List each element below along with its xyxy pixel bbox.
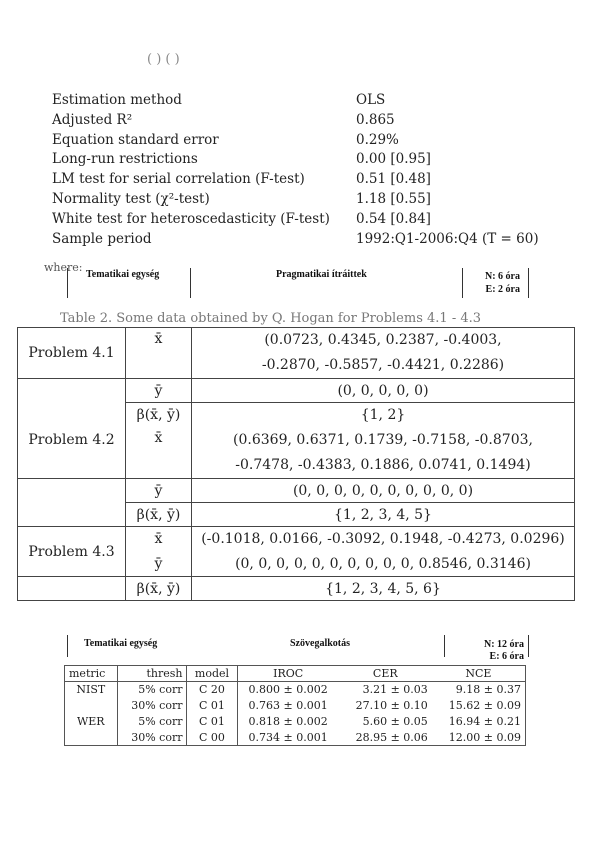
thresh-cell: 30% corr	[117, 698, 187, 714]
est-value: 1.18 [0.55]	[356, 191, 431, 207]
iroc-cell: 0.734 ± 0.001	[248, 730, 328, 744]
metric-cell	[65, 730, 118, 746]
est-value: 1992:Q1-2006:Q4 (T = 60)	[356, 231, 539, 247]
est-label: Normality test (χ²-test)	[52, 191, 210, 207]
nce-cell: 9.18 ± 0.37	[455, 683, 521, 697]
cer-cell: 5.60 ± 0.05	[362, 715, 428, 728]
header-box-right-bottom: E: 2 óra	[485, 284, 520, 295]
xbar-label: x̄	[126, 427, 192, 479]
top-fragment-text: ( ) ( )	[147, 52, 180, 67]
header-box-right-top: N: 6 óra	[485, 271, 520, 282]
table-row	[65, 698, 526, 714]
scores-table	[64, 665, 526, 746]
thresh-cell: 5% corr	[117, 682, 187, 698]
nce-cell: 16.94 ± 0.21	[448, 715, 521, 728]
header-box-middle: Pragmatikai ítráittek	[276, 269, 367, 280]
thresh-cell: 5% corr	[117, 714, 187, 730]
est-label: Estimation method	[52, 92, 182, 108]
caption-fragment-text: Table 2. Some data obtained by Q. Hogan for Problems 4.1 - 4.3	[60, 311, 482, 326]
where-label: where:	[44, 261, 83, 274]
est-label: White test for heteroscedasticity (F-test)	[52, 211, 330, 227]
nce-cell: 12.00 ± 0.09	[448, 730, 521, 744]
est-value: 0.865	[356, 112, 395, 128]
y-value: (0, 0, 0, 0, 0)	[192, 379, 575, 403]
cer-cell: 28.95 ± 0.06	[355, 730, 428, 744]
est-value: 0.54 [0.84]	[356, 211, 431, 227]
col-header-iroc: IROC	[273, 667, 304, 680]
header-box-left: Tematikai egység	[86, 269, 160, 280]
est-label: LM test for serial correlation (F-test)	[52, 171, 305, 187]
est-label: Equation standard error	[52, 132, 219, 148]
metric-cell	[65, 698, 118, 714]
header-box-left: Tematikai egység	[84, 638, 158, 649]
metric-cell: WER	[65, 714, 118, 730]
est-label: Sample period	[52, 231, 152, 247]
x-value-line2: -0.2870, -0.5857, -0.4421, 0.2286)	[192, 353, 575, 379]
header-box-right-top: N: 12 óra	[484, 639, 524, 650]
ybar-label: ȳ	[126, 552, 192, 577]
header-box-right-bottom: E: 6 óra	[489, 651, 524, 662]
problems-table	[17, 327, 575, 601]
beta-label: β(x̄, ȳ)	[126, 577, 192, 601]
est-value: 0.00 [0.95]	[356, 151, 431, 167]
cer-cell: 27.10 ± 0.10	[355, 699, 428, 712]
iroc-cell: 0.818 ± 0.002	[248, 715, 328, 728]
top-fragment	[52, 52, 532, 74]
model-cell: C 01	[187, 698, 237, 714]
problem-name: Problem 4.2	[18, 403, 126, 479]
x-value-line1: (0.0723, 0.4345, 0.2387, -0.4003,	[192, 328, 575, 353]
x-value-line1: (-0.1018, 0.0166, -0.3092, 0.1948, -0.4273, 0.0296)	[192, 527, 575, 552]
model-cell: C 01	[187, 714, 237, 730]
cer-cell: 3.21 ± 0.03	[362, 683, 428, 697]
table-row	[65, 714, 526, 730]
col-header-metric: metric	[65, 666, 118, 682]
problem-name: Problem 4.3	[18, 527, 126, 577]
ybar-label: ȳ	[126, 379, 192, 403]
caption-fragment	[60, 311, 540, 327]
x-value-line1: (0.6369, 0.6371, 0.1739, -0.7158, -0.8703,	[192, 427, 575, 453]
col-header-cer: CER	[372, 667, 398, 680]
beta-value: {1, 2, 3, 4, 5, 6}	[192, 577, 575, 601]
xbar-label: x̄	[126, 328, 192, 379]
header-box-top	[67, 268, 529, 298]
problem-name: Problem 4.1	[18, 328, 126, 379]
nce-cell: 15.62 ± 0.09	[448, 699, 521, 712]
x-value-line2: -0.7478, -0.4383, 0.1886, 0.0741, 0.1494)	[192, 453, 575, 479]
col-header-model: model	[187, 666, 237, 682]
beta-label: β(x̄, ȳ)	[126, 403, 192, 427]
beta-value: {1, 2, 3, 4, 5}	[192, 503, 575, 527]
est-value: 0.51 [0.48]	[356, 171, 431, 187]
y-value: (0, 0, 0, 0, 0, 0, 0, 0, 0, 0)	[192, 479, 575, 503]
est-label: Long-run restrictions	[52, 151, 198, 167]
header-box-middle: Szövegalkotás	[290, 638, 350, 649]
beta-label: β(x̄, ȳ)	[126, 503, 192, 527]
xbar-label: x̄	[126, 527, 192, 552]
col-header-nce: NCE	[465, 667, 492, 680]
table-row	[65, 730, 526, 746]
iroc-cell: 0.800 ± 0.002	[248, 683, 328, 697]
iroc-cell: 0.763 ± 0.001	[248, 699, 328, 712]
beta-value: {1, 2}	[192, 403, 575, 427]
est-value: 0.29%	[356, 132, 399, 148]
ybar-label: ȳ	[126, 479, 192, 503]
model-cell: C 20	[187, 682, 237, 698]
est-value: OLS	[356, 92, 386, 108]
metric-cell: NIST	[65, 682, 118, 698]
header-box-bottom	[67, 635, 529, 662]
y-value: (0, 0, 0, 0, 0, 0, 0, 0, 0, 0, 0.8546, 0.3146)	[192, 552, 575, 577]
thresh-cell: 30% corr	[117, 730, 187, 746]
model-cell: C 00	[187, 730, 237, 746]
est-label: Adjusted R²	[52, 112, 133, 128]
table-row	[65, 682, 526, 698]
col-header-thresh: thresh	[117, 666, 187, 682]
